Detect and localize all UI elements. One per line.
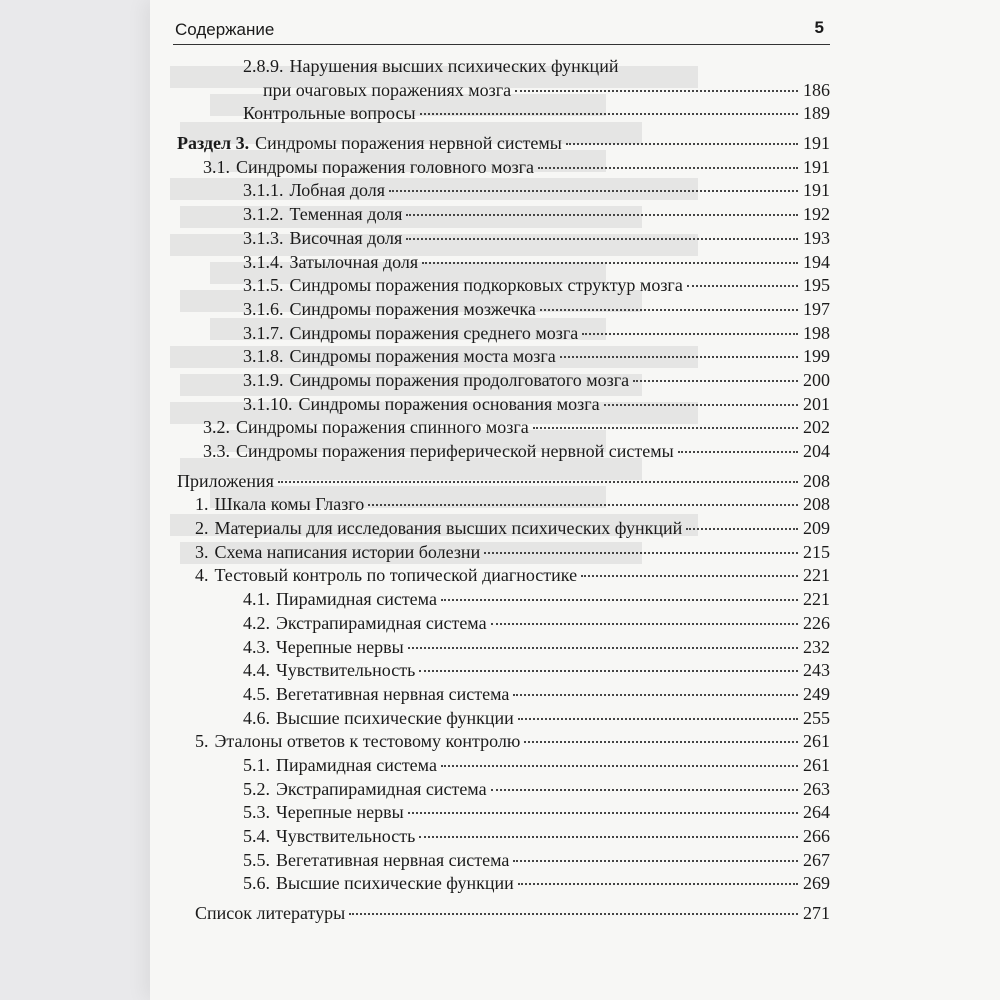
dot-leader — [524, 740, 798, 743]
dot-leader — [538, 166, 798, 169]
toc-entry — [173, 730, 830, 754]
dot-leader — [349, 912, 798, 915]
dot-leader — [604, 403, 798, 406]
toc-entry-page: 215 — [803, 541, 830, 562]
toc-entry — [173, 683, 830, 707]
toc-entry — [173, 801, 830, 825]
toc-entry — [173, 55, 830, 79]
toc-entry — [173, 79, 830, 103]
toc-entry — [173, 393, 830, 417]
toc-entry-title: Синдромы поражения головного мозга — [236, 156, 535, 177]
dot-leader — [441, 598, 798, 601]
toc-entry-page: 269 — [803, 873, 830, 894]
toc-entry-title: Вегетативная нервная система — [276, 849, 510, 870]
toc-entry — [173, 274, 830, 298]
toc-entry-number: 3.1.5. — [243, 275, 284, 296]
dot-leader — [515, 89, 798, 92]
toc-entry-page: 191 — [803, 133, 830, 154]
toc-entry-number: 1. — [195, 494, 209, 515]
toc-entry-number: 3.1.2. — [243, 204, 284, 225]
toc-entry-number: 5.4. — [243, 826, 270, 846]
toc-entry-number: 4.2. — [243, 612, 270, 633]
toc-entry-page: 232 — [803, 636, 830, 657]
dot-leader — [419, 669, 798, 672]
dot-leader — [566, 142, 798, 145]
dot-leader — [406, 237, 798, 240]
toc-entry — [173, 369, 830, 393]
toc-entry — [173, 416, 830, 440]
toc-entry-number: 3.1.6. — [243, 298, 284, 319]
toc-entry — [173, 636, 830, 660]
toc-entry-page: 200 — [803, 369, 830, 390]
toc-entry — [173, 707, 830, 731]
dot-leader — [389, 189, 798, 192]
toc-entry — [173, 345, 830, 369]
toc-entry-title: Схема написания истории болезни — [214, 541, 481, 562]
toc-entry-number: 5. — [195, 731, 209, 752]
toc-entry — [173, 659, 830, 683]
toc-entry — [173, 227, 830, 251]
toc-entry-page: 199 — [803, 346, 830, 367]
toc-entry-title: Теменная доля — [289, 204, 403, 225]
toc-entry-number: 5.6. — [243, 873, 270, 894]
toc-entry-page: 202 — [803, 417, 830, 438]
dot-leader — [518, 882, 798, 885]
toc-entry-number: 4. — [195, 565, 209, 586]
dot-leader — [491, 788, 798, 791]
toc-entry-title: Синдромы поражения нервной системы — [255, 133, 562, 154]
toc-entry-page: 266 — [803, 826, 830, 846]
toc-entry-page: 263 — [803, 778, 830, 799]
toc-entry-page: 271 — [803, 903, 830, 924]
toc-entry-page: 192 — [803, 204, 830, 225]
dot-leader — [408, 811, 798, 814]
toc-entry-number: 3.1.9. — [243, 369, 284, 390]
toc-entry-title: Экстрапирамидная система — [276, 778, 487, 799]
toc-entry-title: Пирамидная система — [276, 754, 437, 775]
toc-entry — [173, 902, 830, 926]
toc-entry-number: 2. — [195, 518, 209, 539]
toc-entry-title: Лобная доля — [289, 180, 386, 201]
toc-entry-title: Высшие психические функции — [276, 873, 514, 894]
toc-entry-page: 264 — [803, 802, 830, 823]
header-page-number: 5 — [814, 18, 824, 37]
toc-entry-title: Контрольные вопросы — [243, 103, 416, 124]
toc-entry-title: при очаговых поражениях мозга — [263, 79, 512, 100]
toc-entry-title: Синдромы поражения периферической нервной системы — [236, 441, 674, 461]
toc-entry-page: 261 — [803, 731, 830, 752]
toc-entry-title: Экстрапирамидная система — [276, 612, 487, 633]
toc-entry-title: Черепные нервы — [276, 802, 404, 823]
dot-leader — [686, 527, 798, 530]
dot-leader — [406, 213, 798, 216]
dot-leader — [581, 574, 798, 577]
toc-entry-page: 186 — [803, 79, 830, 100]
toc-entry-number: 3.1.4. — [243, 251, 284, 272]
toc-entry-title: Синдромы поражения основания мозга — [298, 393, 600, 414]
toc-entry-page: 261 — [803, 754, 830, 775]
toc-entry — [173, 588, 830, 612]
toc-entry — [173, 754, 830, 778]
table-of-contents — [173, 55, 830, 926]
toc-entry — [173, 251, 830, 275]
toc-entry — [173, 541, 830, 565]
toc-entry — [173, 470, 830, 494]
toc-entry-title: Височная доля — [289, 227, 403, 248]
toc-entry-page: 209 — [803, 518, 830, 539]
toc-entry — [173, 825, 830, 849]
toc-entry-title: Приложения — [177, 470, 274, 491]
toc-entry — [173, 440, 830, 464]
toc-entry-number: 4.3. — [243, 636, 270, 657]
toc-entry-title: Эталоны ответов к тестовому контролю — [214, 731, 521, 752]
toc-entry-number: 5.5. — [243, 849, 270, 870]
toc-entry-title: Синдромы поражения среднего мозга — [289, 322, 579, 343]
toc-entry — [173, 156, 830, 180]
toc-entry-page: 191 — [803, 156, 830, 177]
dot-leader — [533, 426, 798, 429]
toc-entry-title: Список литературы — [195, 903, 346, 924]
toc-entry-title: Шкала комы Глазго — [214, 494, 365, 515]
toc-entry-number: 4.5. — [243, 683, 270, 704]
toc-entry — [173, 612, 830, 636]
dot-leader — [582, 332, 798, 335]
toc-entry-page: 249 — [803, 683, 830, 704]
dot-leader — [687, 284, 798, 287]
toc-entry-page: 201 — [803, 393, 830, 414]
toc-entry-number: 3.1.3. — [243, 227, 284, 248]
toc-entry-page: 243 — [803, 660, 830, 681]
dot-leader — [420, 112, 798, 115]
toc-entry-title: Нарушения высших психических функций — [289, 56, 619, 76]
dot-leader — [633, 379, 798, 382]
dot-leader — [422, 261, 798, 264]
dot-leader — [560, 355, 798, 358]
toc-entry-number: 4.1. — [243, 589, 270, 610]
toc-entry-page: 189 — [803, 103, 830, 124]
toc-entry-title: Пирамидная система — [276, 589, 437, 610]
running-header — [173, 18, 830, 45]
toc-entry-page: 226 — [803, 612, 830, 633]
toc-entry-page: 198 — [803, 322, 830, 343]
toc-entry-title: Чувствительность — [276, 660, 416, 681]
dot-leader — [491, 622, 798, 625]
toc-entry-title: Синдромы поражения моста мозга — [289, 346, 556, 367]
toc-entry-title: Чувствительность — [276, 826, 416, 846]
toc-entry-page: 195 — [803, 275, 830, 296]
toc-entry-title: Затылочная доля — [289, 251, 419, 272]
toc-entry-number: 3.1.1. — [243, 180, 284, 201]
toc-entry-title: Синдромы поражения мозжечка — [289, 298, 536, 319]
toc-entry-page: 197 — [803, 298, 830, 319]
toc-entry-title: Синдромы поражения подкорковых структур мозга — [289, 275, 683, 296]
toc-entry — [173, 778, 830, 802]
dot-leader — [518, 717, 798, 720]
dot-leader — [540, 308, 798, 311]
toc-entry-number: 5.2. — [243, 778, 270, 799]
toc-entry-title: Синдромы поражения продолговатого мозга — [289, 369, 630, 390]
toc-entry — [173, 849, 830, 873]
toc-entry-title: Материалы для исследования высших психических функций — [214, 518, 683, 539]
toc-entry-page: 221 — [803, 565, 830, 586]
toc-entry-title: Вегетативная нервная система — [276, 683, 510, 704]
toc-entry — [173, 179, 830, 203]
toc-entry-number: 3.1.8. — [243, 346, 284, 367]
toc-entry — [173, 322, 830, 346]
toc-entry-number: Раздел 3. — [177, 133, 250, 154]
dot-leader — [278, 480, 798, 483]
toc-entry-number: 5.3. — [243, 802, 270, 823]
toc-entry-page: 204 — [803, 441, 830, 461]
dot-leader — [441, 764, 798, 767]
toc-entry — [173, 517, 830, 541]
toc-entry-page: 193 — [803, 227, 830, 248]
dot-leader — [368, 503, 798, 506]
toc-entry-title: Тестовый контроль по топической диагностике — [214, 565, 578, 586]
dot-leader — [513, 859, 798, 862]
toc-entry-page: 255 — [803, 707, 830, 728]
toc-entry-page: 208 — [803, 494, 830, 515]
toc-entry — [173, 564, 830, 588]
toc-entry — [173, 872, 830, 896]
toc-entry-number: 3. — [195, 541, 209, 562]
toc-entry-title: Синдромы поражения спинного мозга — [236, 417, 529, 438]
toc-entry-title: Черепные нервы — [276, 636, 404, 657]
toc-entry-number: 4.6. — [243, 707, 270, 728]
toc-entry-number: 3.1.7. — [243, 322, 284, 343]
toc-entry-number: 3.3. — [203, 441, 230, 461]
toc-entry-page: 194 — [803, 251, 830, 272]
toc-entry — [173, 298, 830, 322]
toc-entry — [173, 203, 830, 227]
toc-entry-number: 3.1.10. — [243, 393, 293, 414]
toc-entry-number: 5.1. — [243, 754, 270, 775]
toc-entry-page: 221 — [803, 589, 830, 610]
toc-entry — [173, 493, 830, 517]
toc-entry — [173, 102, 830, 126]
toc-entry-number: 2.8.9. — [243, 56, 284, 76]
dot-leader — [408, 646, 798, 649]
toc-entry-title: Высшие психические функции — [276, 707, 514, 728]
toc-entry-number: 4.4. — [243, 660, 270, 681]
dot-leader — [513, 693, 798, 696]
dot-leader — [678, 450, 798, 453]
toc-entry-page: 208 — [803, 470, 830, 491]
toc-entry-page: 191 — [803, 180, 830, 201]
toc-entry — [173, 132, 830, 156]
toc-entry-page: 267 — [803, 849, 830, 870]
toc-entry-number: 3.2. — [203, 417, 230, 438]
dot-leader — [484, 551, 798, 554]
dot-leader — [419, 835, 798, 838]
toc-entry-number: 3.1. — [203, 156, 230, 177]
header-title: Содержание — [175, 20, 275, 39]
